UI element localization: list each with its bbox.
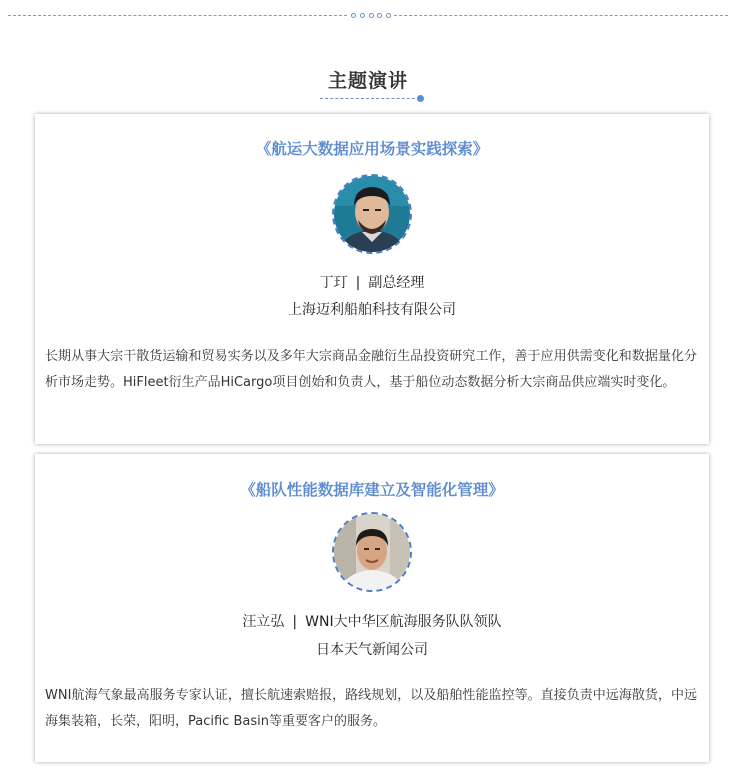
speaker-company: 上海迈利船舶科技有限公司 [288,302,456,318]
speaker-photo-icon [334,176,410,252]
speaker-photo-icon [334,514,410,590]
speaker-company: 日本天气新闻公司 [316,642,428,658]
speaker-role: 副总经理 [368,275,425,291]
talk-card [35,114,709,444]
speaker-avatar [332,174,412,254]
talk-card [35,454,709,762]
speaker-bio: WNI航海气象最高服务专家认证，擅长航速索赔报，路线规划，以及船舶性能监控等。直接负责中远海散货，中远海集装箱，长荣，阳明，Pacific Basin等重要客户的服务。 [45,688,697,729]
dot-icon [369,13,374,18]
dot-icon [377,13,382,18]
dot-icon [360,13,365,18]
speaker-bio: 长期从事大宗干散货运输和贸易实务以及多年大宗商品金融衍生品投资研究工作，善于应用供需变化和数据量化分析市场走势。HiFleet衍生产品HiCargo项目创始和负责人，基于船位动态数据分析大宗商品供应端实时变化。 [45,349,697,390]
dot-icon [386,13,391,18]
dot-icon [351,13,356,18]
speaker-role: WNI大中华区航海服务队队领队 [305,614,502,630]
speaker-avatar [332,512,412,592]
section-title-dot [417,95,424,102]
section-title-underline [320,98,420,99]
speaker-line [35,272,709,292]
talk-title: 《航运大数据应用场景实践探索》 [255,140,489,158]
separator: | [292,614,298,630]
talk-title: 《船队性能数据库建立及智能化管理》 [240,481,504,499]
speaker-line [35,611,709,631]
speaker-name: 丁玎 [319,275,348,291]
separator: | [355,275,361,291]
speaker-name: 汪立弘 [242,614,285,630]
section-title: 主题演讲 [327,70,408,92]
top-divider-dots [348,11,394,19]
